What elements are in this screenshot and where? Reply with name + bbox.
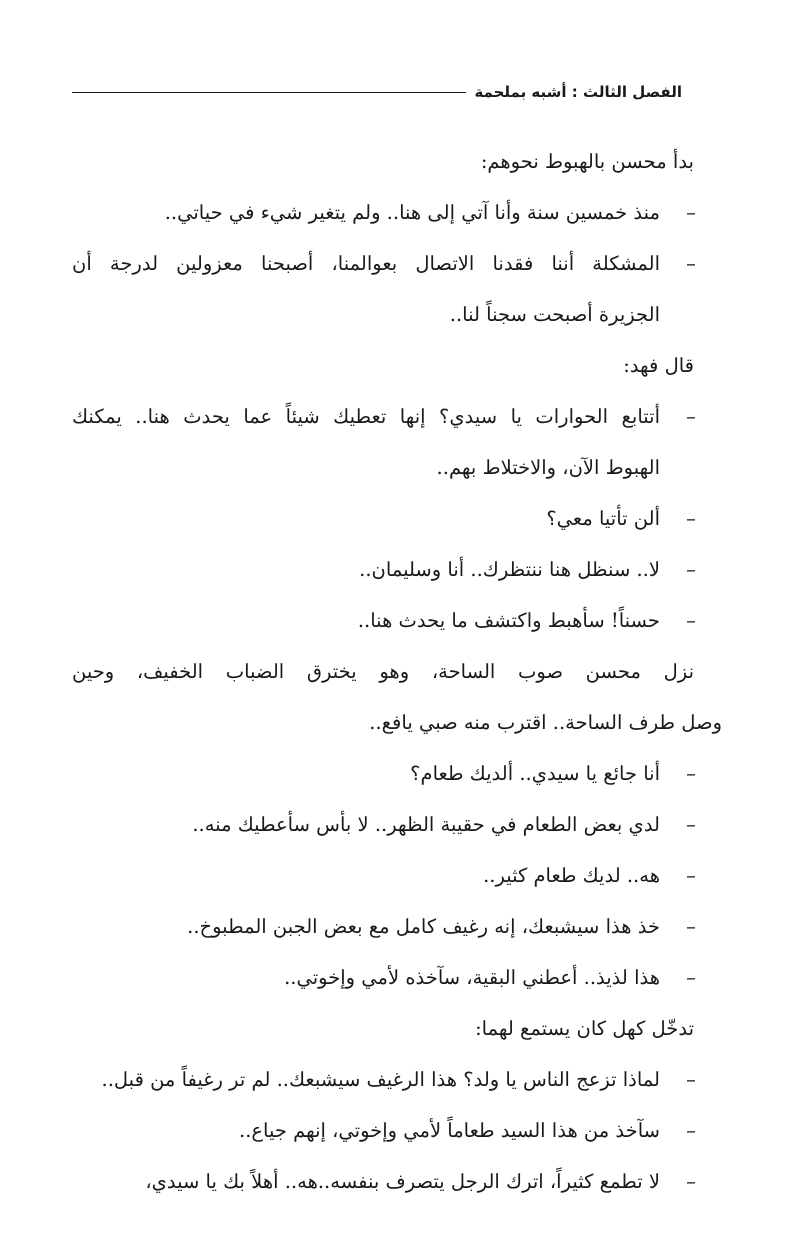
- dialogue-line: [72, 1105, 722, 1156]
- dialogue-line: [72, 1156, 722, 1207]
- dialogue-text: أنا جائع يا سيدي.. ألديك طعام؟: [410, 762, 660, 785]
- dialogue-line: [72, 187, 722, 238]
- dialogue-text: خذ هذا سيشبعك، إنه رغيف كامل مع بعض الجبن المطبوخ..: [187, 915, 660, 938]
- paragraph-line: بدأ محسن بالهبوط نحوهم:: [480, 150, 694, 173]
- dialogue-dash: –: [686, 762, 696, 785]
- dialogue-dash: –: [686, 405, 696, 428]
- paragraph-line: تدخّل كهل كان يستمع لهما:: [475, 1017, 694, 1040]
- dialogue-dash: –: [686, 201, 696, 224]
- dialogue-line: [72, 850, 722, 901]
- dialogue-line: [72, 544, 722, 595]
- dialogue-text: لماذا تزعج الناس يا ولد؟ هذا الرغيف سيشبعك.. لم تر رغيفاً من قبل..: [101, 1068, 660, 1091]
- dialogue-line: [72, 238, 722, 289]
- dialogue-line: [72, 952, 722, 1003]
- dialogue-text: هذا لذيذ.. أعطني البقية، سآخذه لأمي وإخوتي..: [284, 966, 660, 989]
- dialogue-text: هه.. لديك طعام كثير..: [483, 864, 660, 887]
- dialogue-text: لدي بعض الطعام في حقيبة الظهر.. لا بأس سأعطيك منه..: [192, 813, 660, 836]
- dialogue-dash: –: [686, 1170, 696, 1193]
- paragraph-line: قال فهد:: [623, 354, 694, 377]
- continuation-line: الهبوط الآن، والاختلاط بهم..: [436, 456, 660, 479]
- dialogue-text: أتتابع الحوارات يا سيدي؟ إنها تعطيك شيئاً عما يحدث هنا.. يمكنك: [72, 405, 660, 428]
- dialogue-text: المشكلة أننا فقدنا الاتصال بعوالمنا، أصبحنا معزولين لدرجة أن: [72, 252, 660, 275]
- dialogue-text: ألن تأتيا معي؟: [546, 507, 660, 530]
- dialogue-dash: –: [686, 966, 696, 989]
- running-header: [72, 80, 682, 104]
- paragraph-line: نزل محسن صوب الساحة، وهو يخترق الضباب الخفيف، وحين: [72, 660, 694, 683]
- dialogue-text: لا تطمع كثيراً، اترك الرجل يتصرف بنفسه..هه.. أهلاً بك يا سيدي،: [145, 1170, 660, 1193]
- paragraph-line: وصل طرف الساحة.. اقترب منه صبي يافع..: [369, 711, 722, 734]
- dialogue-line: [72, 1054, 722, 1105]
- dialogue-dash: –: [686, 864, 696, 887]
- chapter-title: الفصل الثالث : أشبه بملحمة: [474, 83, 682, 101]
- continuation-line: الجزيرة أصبحت سجناً لنا..: [449, 303, 660, 326]
- dialogue-line: [72, 748, 722, 799]
- page-body: [72, 136, 722, 1207]
- header-rule: [72, 92, 466, 93]
- dialogue-line: [72, 799, 722, 850]
- dialogue-dash: –: [686, 558, 696, 581]
- dialogue-text: حسناً! سأهبط واكتشف ما يحدث هنا..: [357, 609, 660, 632]
- dialogue-dash: –: [686, 915, 696, 938]
- dialogue-line: [72, 493, 722, 544]
- dialogue-dash: –: [686, 609, 696, 632]
- dialogue-text: منذ خمسين سنة وأنا آتي إلى هنا.. ولم يتغير شيء في حياتي..: [164, 201, 660, 224]
- dialogue-line: [72, 391, 722, 442]
- dialogue-text: لا.. سنظل هنا ننتظرك.. أنا وسليمان..: [359, 558, 660, 581]
- dialogue-line: [72, 595, 722, 646]
- dialogue-dash: –: [686, 252, 696, 275]
- dialogue-dash: –: [686, 1068, 696, 1091]
- dialogue-text: سآخذ من هذا السيد طعاماً لأمي وإخوتي، إنهم جياع..: [239, 1119, 660, 1142]
- dialogue-dash: –: [686, 1119, 696, 1142]
- dialogue-dash: –: [686, 507, 696, 530]
- dialogue-dash: –: [686, 813, 696, 836]
- dialogue-line: [72, 901, 722, 952]
